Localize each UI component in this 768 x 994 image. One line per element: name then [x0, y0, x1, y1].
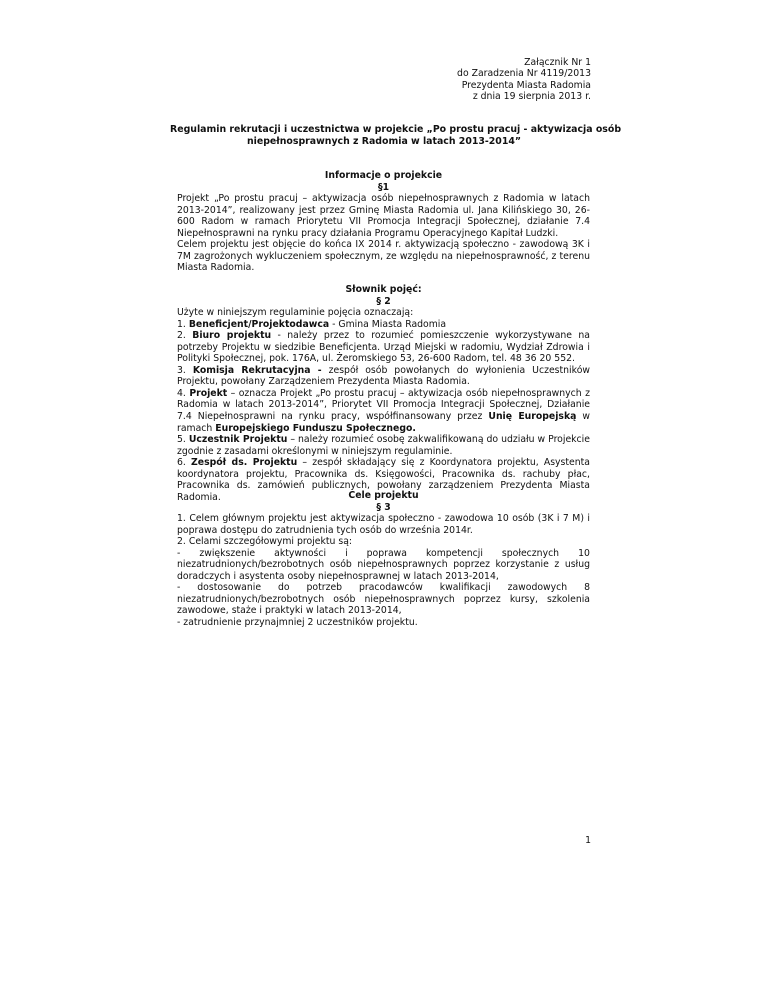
word: i	[345, 547, 348, 559]
definition: – zespół składający się z Koordynatora projektu, Asystenta koordynatora projektu, Pracownika ds. Księgowości, Pracownika ds. rachuby płac, Pracownika ds. zamówień publicznych, powołany zarządzeniem Prezydenta Miasta Radomia.	[177, 457, 590, 503]
definition: zespół osób powołanych do wyłonienia Uczestników Projektu, powołany Zarządzeniem Prezydenta Miasta Radomia.	[177, 364, 590, 388]
term: Komisja Rekrutacyjna -	[192, 364, 322, 376]
glossary-item	[177, 434, 590, 457]
section-paragraph-mark: § 3	[376, 501, 391, 513]
word: pracodawców	[359, 582, 423, 594]
term: Zespół ds. Projektu	[191, 457, 298, 469]
word: potrzeb	[306, 582, 343, 594]
definition: – należy rozumieć osobę zakwalifikowaną do udziału w Projekcie zgodnie z zasadami określonymi w niniejszym regulaminie.	[177, 434, 590, 457]
word: 10	[578, 547, 590, 559]
annex-line: Załącznik Nr 1	[524, 57, 591, 68]
glossary-item	[177, 388, 590, 434]
section-heading: Informacje o projekcie	[324, 170, 443, 181]
bullet-first-line	[177, 548, 590, 560]
section-paragraph-mark: § 2	[376, 295, 391, 307]
definition: w ramach	[177, 411, 590, 434]
paragraph: Celem projektu jest objęcie do końca IX 2014 r. aktywizacją społeczno - zawodową 3K i 7M zagrożonych wykluczeniem społecznym, ze względu na niepełnosprawność, z terenu Miasta Radomia.	[177, 239, 590, 274]
word: 8	[584, 582, 590, 594]
item-number: 2.	[177, 330, 186, 342]
word: społecznych	[501, 547, 560, 559]
term: Europejskiego Funduszu Społecznego.	[215, 422, 416, 434]
section-goals	[177, 490, 590, 629]
word: -	[177, 547, 181, 559]
word: aktywności	[274, 547, 327, 559]
term: Beneficjent/Projektodawca	[188, 318, 330, 330]
bullet: - zatrudnienie przynajmniej 2 uczestników projektu.	[177, 617, 418, 629]
annex-line: do Zaradzenia Nr 4119/2013	[457, 68, 591, 80]
bullet-first-line	[177, 582, 590, 594]
item-number: 4.	[177, 387, 186, 399]
section-paragraph-mark: §1	[377, 181, 390, 193]
title-line: niepełnosprawnych z Radomia w latach 2013-2014”	[246, 136, 522, 147]
word: dostosowanie	[197, 582, 262, 594]
section-info	[177, 170, 590, 274]
glossary-item	[177, 319, 590, 331]
paragraph: 1. Celem głównym projektu jest aktywizacja społeczno - zawodowa 10 osób (3K i 7 M) i poprawa dostępu do zatrudnienia tych osób do września 2014r.	[177, 513, 590, 536]
term: Biuro projektu	[192, 330, 272, 342]
annex-line: z dnia 19 sierpnia 2013 r.	[472, 91, 591, 103]
paragraph: Projekt „Po prostu pracuj – aktywizacja osób niepełnosprawnych z Radomia w latach 2013-2014”, realizowany jest przez Gminę Miasta Radomia ul. Jana Kilińskiego 30, 26-600 Radom w ramach Priorytetu VII Promocja Integracji Społecznej, działanie 7.4 Niepełnosprawni na rynku pracy działania Programu Operacyjnego Kapitał Ludzki.	[177, 193, 590, 239]
word: poprawa	[366, 547, 407, 559]
item-number: 6.	[177, 457, 186, 469]
annex-header	[457, 57, 591, 103]
paragraph: Użyte w niniejszym regulaminie pojęcia oznaczają:	[177, 307, 414, 319]
title-line: Regulamin rekrutacji i uczestnictwa w projekcie „Po prostu pracuj - aktywizacja osób	[170, 124, 622, 135]
glossary-item	[177, 330, 590, 365]
definition: - należy przez to rozumieć pomieszczenie wykorzystywane na potrzeby Projektu w siedzibie Beneficjenta. Urząd Miejski w radomiu, Wydział Zdrowia i Polityki Społecznej, pok. 176A, ul. Żeromskiego 53, 26-600 Radom, tel. 48 36 20 552.	[177, 330, 590, 365]
definition: – oznacza Projekt „Po prostu pracuj – aktywizacja osób niepełnosprawnych z Radomia w latach 2013-2014”, Priorytet VII Promocja Integracji Społecznej, Działanie 7.4 Niepełnosprawni na rynku pracy, współfinansowany przez	[177, 387, 590, 423]
word: kompetencji	[425, 547, 483, 559]
paragraph: 2. Celami szczegółowymi projektu są:	[177, 536, 353, 548]
word: zawodowych	[507, 582, 568, 594]
section-heading: Słownik pojęć:	[345, 284, 422, 295]
definition: - Gmina Miasta Radomia	[329, 318, 447, 330]
section-heading: Cele projektu	[348, 490, 419, 501]
bullet-continuation: niezatrudnionych/bezrobotnych osób niepełnosprawnych poprzez kursy, szkolenia zawodowe, staże i praktyki w latach 2013-2014,	[177, 593, 590, 617]
item-number: 5.	[177, 434, 186, 446]
word: do	[278, 582, 290, 594]
glossary-item	[177, 365, 590, 388]
page-number: 1	[585, 835, 591, 846]
item-number: 3.	[177, 364, 186, 376]
document-title	[170, 124, 622, 148]
term: Unię Europejską	[488, 411, 577, 423]
word: kwalifikacji	[439, 582, 491, 594]
word: -	[177, 582, 181, 594]
section-glossary	[177, 284, 590, 503]
word: zwiększenie	[199, 547, 256, 559]
term: Projekt	[189, 387, 228, 399]
item-number: 1.	[177, 318, 186, 330]
bullet-continuation: niezatrudnionych/bezrobotnych osób niepełnosprawnych poprzez korzystanie z usług doradczych i asystenta osoby niepełnosprawnej w latach 2013-2014,	[177, 559, 590, 582]
annex-line: Prezydenta Miasta Radomia	[461, 79, 591, 91]
term: Uczestnik Projektu	[188, 434, 288, 446]
